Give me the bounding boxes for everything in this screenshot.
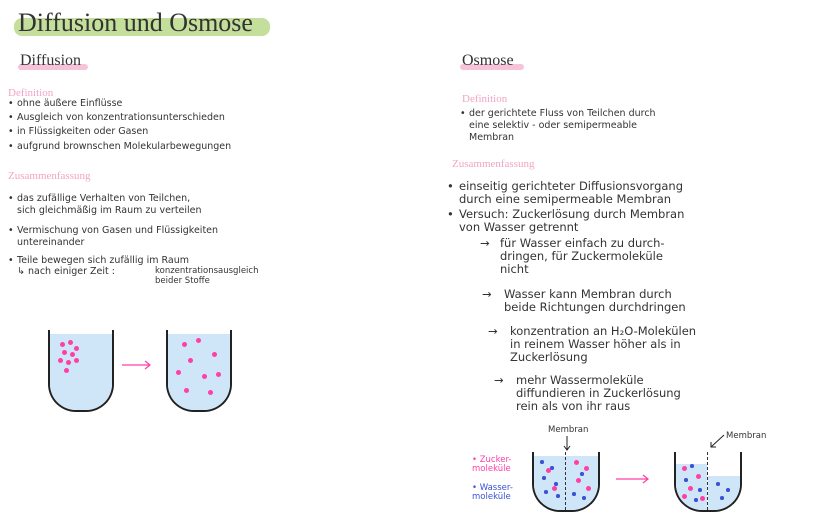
osmose-definition-label: Definition — [462, 93, 508, 105]
water-molecule-dot — [544, 490, 548, 494]
osmose-arrow — [616, 474, 652, 484]
osmose-arrow-point: → mehr Wassermoleküle diffundieren in Zuckerlösung rein als von ihr raus — [494, 373, 681, 413]
sugar-molecule-dot — [682, 466, 687, 471]
sugar-molecule-dot — [68, 340, 73, 345]
osmose-beaker-before — [532, 452, 600, 512]
diffusion-summary-item: • das zufällige Verhalten von Teilchen, sich gleichmäßig im Raum zu verteilen — [8, 193, 202, 216]
sugar-molecule-dot — [216, 372, 221, 377]
sugar-molecule-dot — [682, 494, 687, 499]
osmose-definition-item: • der gerichtete Fluss von Teilchen durch eine selektiv - oder semipermeable Membran — [460, 108, 656, 143]
sugar-molecule-dot — [184, 388, 189, 393]
sugar-molecule-dot — [66, 360, 71, 365]
sugar-molecule-dot — [546, 468, 551, 473]
osmose-summary-item: • Versuch: Zuckerlösung durch Membran von Wasser getrennt — [447, 207, 685, 234]
water-molecule-dot — [556, 494, 560, 498]
diffusion-summary-item: • Vermischung von Gasen und Flüssigkeiten untereinander — [8, 225, 219, 248]
membran-label-1: Membran — [548, 425, 589, 435]
membran-pointer-2 — [708, 434, 726, 450]
membrane — [565, 452, 566, 510]
osmose-heading: Osmose — [462, 52, 514, 69]
water-molecule-dot — [694, 498, 698, 502]
osmose-arrow-point: → Wasser kann Membran durch beide Richtungen durchdringen — [482, 287, 686, 314]
diffusion-heading: Diffusion — [20, 52, 82, 69]
diffusion-definition-item: • Ausgleich von konzentrationsunterschieden — [8, 112, 225, 123]
sugar-molecule-dot — [586, 486, 591, 491]
sugar-molecule-dot — [62, 350, 67, 355]
page-title: Diffusion und Osmose — [18, 8, 253, 37]
diffusion-definition-label: Definition — [8, 87, 54, 99]
sugar-molecule-dot — [208, 390, 213, 395]
water-molecule-dot — [580, 472, 584, 476]
membrane — [707, 452, 708, 510]
sugar-molecule-dot — [176, 370, 181, 375]
osmose-beaker-after — [674, 452, 742, 512]
water-molecule-dot — [726, 488, 730, 492]
water-molecule-dot — [698, 488, 702, 492]
diffusion-sub-note: ↳ nach einiger Zeit : — [17, 266, 115, 277]
diffusion-summary-item: • Teile bewegen sich zufällig im Raum — [8, 255, 189, 266]
water-right — [708, 476, 740, 510]
sugar-molecule-dot — [196, 338, 201, 343]
water-molecule-dot — [542, 476, 546, 480]
water-molecule-dot — [572, 492, 576, 496]
water-molecule-dot — [554, 482, 558, 486]
sugar-molecule-dot — [58, 358, 63, 363]
sugar-molecule-dot — [688, 486, 693, 491]
beaker-after — [166, 330, 232, 412]
sugar-molecule-dot — [584, 466, 589, 471]
diffusion-arrow — [122, 360, 154, 370]
water-molecule-dot — [582, 496, 586, 500]
legend-sugar: • Zucker- moleküle — [472, 455, 512, 474]
water-molecule-dot — [684, 478, 688, 482]
diffusion-definition-item: • ohne äußere Einflüsse — [8, 98, 123, 109]
sugar-molecule-dot — [74, 358, 79, 363]
membran-label-2: Membran — [726, 431, 767, 441]
legend-water: • Wasser- moleküle — [472, 483, 513, 502]
diffusion-summary-label: Zusammenfassung — [8, 170, 91, 182]
sugar-molecule-dot — [552, 486, 557, 491]
sugar-molecule-dot — [74, 346, 79, 351]
sugar-molecule-dot — [70, 352, 75, 357]
sugar-molecule-dot — [64, 368, 69, 373]
water-molecule-dot — [720, 496, 724, 500]
osmose-arrow-point: → konzentration an H₂O-Molekülen in reinem Wasser höher als in Zuckerlösung — [488, 324, 697, 364]
osmose-arrow-point: → für Wasser einfach zu durch- dringen, für Zuckermoleküle nicht — [480, 236, 665, 276]
sugar-molecule-dot — [700, 496, 705, 501]
sugar-molecule-dot — [212, 352, 217, 357]
beaker-before — [48, 330, 114, 412]
sugar-molecule-dot — [202, 374, 207, 379]
sugar-molecule-dot — [60, 342, 65, 347]
sugar-molecule-dot — [576, 478, 581, 483]
diffusion-definition-item: • in Flüssigkeiten oder Gasen — [8, 126, 149, 137]
diffusion-definition-item: • aufgrund brownschen Molekularbewegungen — [8, 141, 232, 152]
osmose-summary-label: Zusammenfassung — [452, 158, 535, 170]
water-molecule-dot — [716, 482, 720, 486]
sugar-molecule-dot — [188, 358, 193, 363]
water-molecule-dot — [690, 464, 694, 468]
sugar-molecule-dot — [182, 342, 187, 347]
water — [534, 456, 598, 510]
membran-pointer-1 — [563, 436, 571, 452]
water-molecule-dot — [540, 460, 544, 464]
diffusion-sub-note-result: konzentrationsausgleich beider Stoffe — [155, 266, 259, 286]
sugar-molecule-dot — [574, 460, 579, 465]
osmose-summary-item: • einseitig gerichteter Diffusionsvorgang durch eine semipermeable Membran — [447, 179, 684, 206]
sugar-molecule-dot — [696, 474, 701, 479]
